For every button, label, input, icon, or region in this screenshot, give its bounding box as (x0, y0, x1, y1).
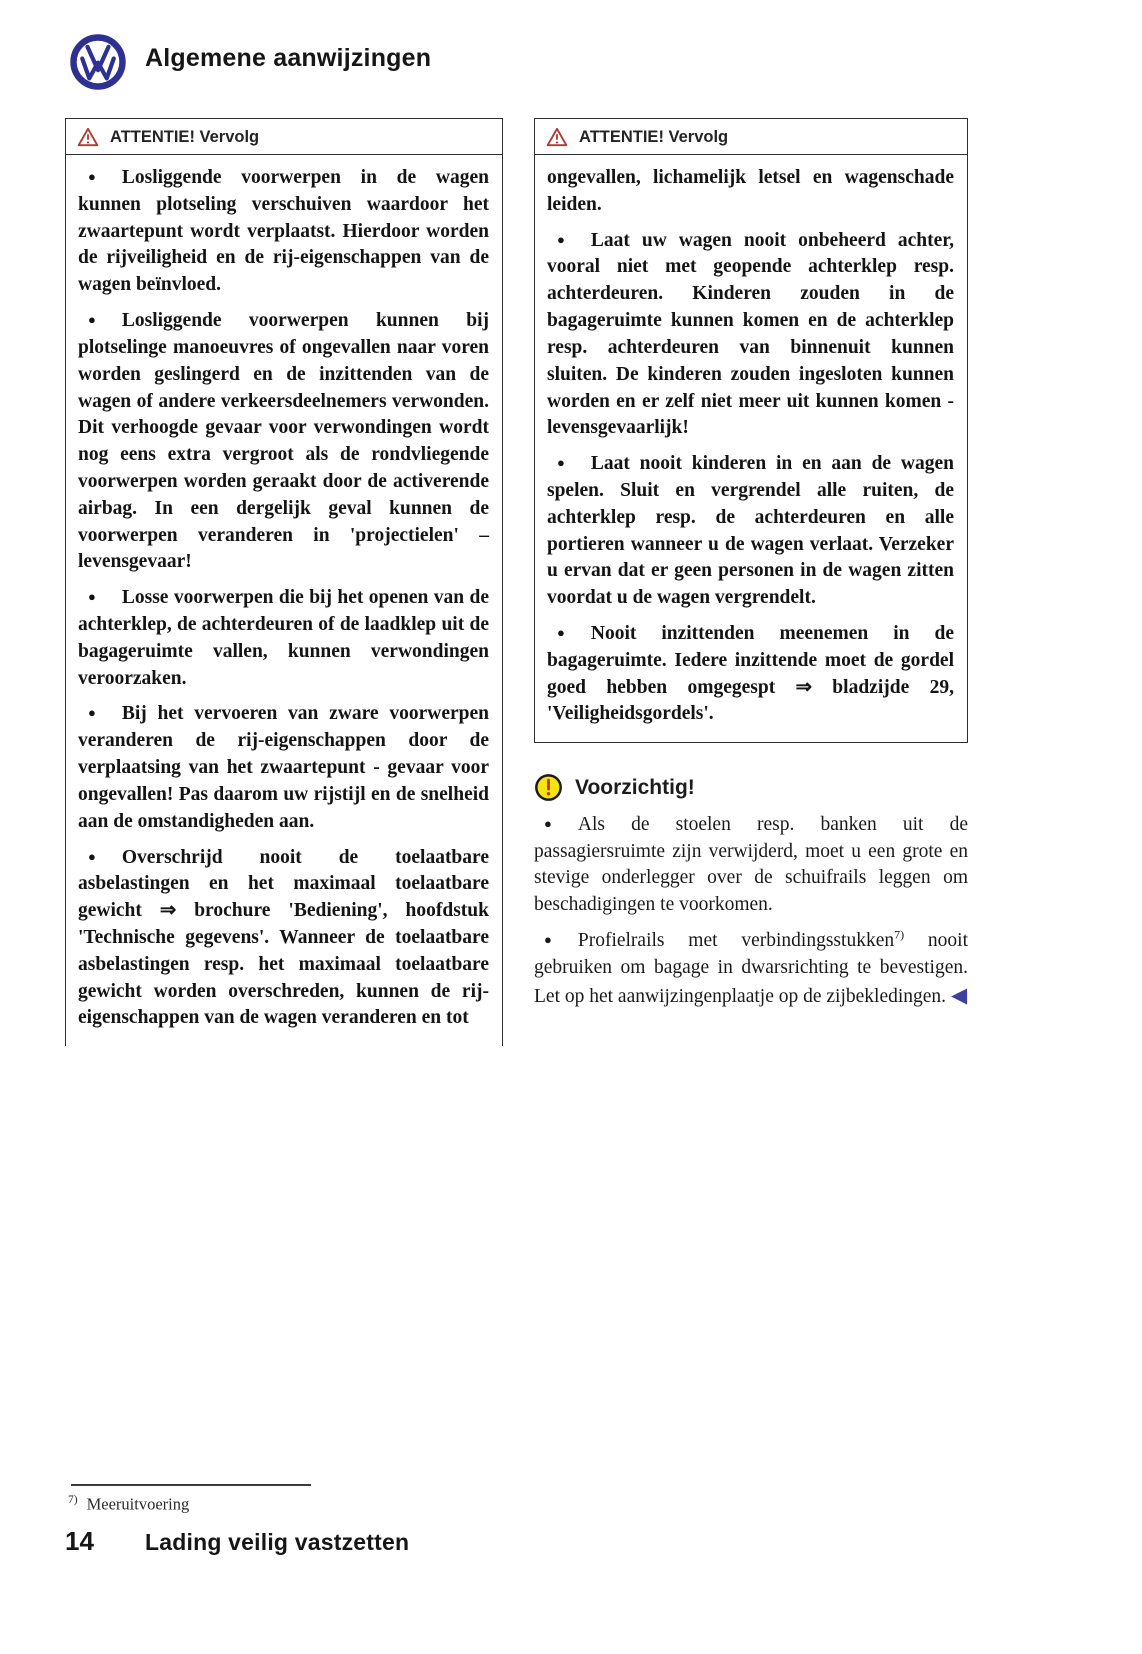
page-header (70, 34, 126, 90)
right-column (534, 118, 968, 1011)
attention-bullet: ● Nooit inzittenden meenemen in de bagageruimte. Iedere inzittende moet de gordel goed hebben omgegespt ⇒ bladzijde 29, 'Veiligheidsgordels'. (547, 623, 954, 725)
attention-box-right-title: ATTENTIE! Vervolg (579, 127, 729, 146)
attention-bullet: ● Laat nooit kinderen in en aan de wagen spelen. Sluit en vergrendel alle ruiten, de achterklep resp. de achterdeuren en alle portieren wanneer u de wagen verlaat. Verzeker u ervan dat er geen personen in de wagen zitten voordat u de wagen vergrendelt. (547, 453, 954, 609)
page-title: Algemene aanwijzingen (145, 44, 432, 72)
attention-box-left-header (66, 119, 502, 155)
attention-continuation-text: ongevallen, lichamelijk letsel en wagenschade leiden. (547, 167, 954, 215)
footnote-text: Meeruitvoering (86, 1494, 190, 1514)
section-end-marker-icon: ◀ (950, 983, 968, 1008)
bullet-dot-icon: ● (557, 455, 565, 471)
footnote (68, 1494, 189, 1515)
caution-title: Voorzichtig! (575, 775, 695, 799)
attention-box-left-title: ATTENTIE! Vervolg (110, 127, 260, 146)
attention-bullet: ● Losliggende voorwerpen in de wagen kunnen plotseling verschuiven waardoor het zwaartepunt wordt verplaatst. Hierdoor worden de rijveiligheid en de rij-eigenschappen van de wagen beïnvloed. (78, 167, 489, 296)
caution-bullet: ● Profielrails met verbindingsstukken$^{7)}$ nooit gebruiken om bagage in dwarsrichting te bevestigen. Let op het aanwijzingenplaatje op de zijbekledingen. ◀ (534, 927, 969, 1008)
warning-triangle-icon (77, 127, 99, 147)
page-number: 14 (65, 1526, 94, 1556)
footnote-divider (71, 1484, 311, 1486)
attention-box-right (534, 118, 968, 743)
warning-triangle-icon (546, 127, 568, 147)
attention-box-right-header (535, 119, 967, 155)
footnote-marker: 7) (68, 1494, 78, 1506)
caution-body (534, 812, 968, 1011)
attention-box-right-body (535, 155, 967, 742)
bullet-dot-icon: ● (557, 231, 565, 247)
bullet-dot-icon: ● (544, 932, 552, 948)
bullet-dot-icon: ● (88, 848, 96, 864)
footnote-reference: 7) (894, 927, 905, 942)
attention-box-left-body (66, 155, 502, 1046)
bullet-dot-icon: ● (88, 312, 96, 328)
attention-bullet: ● Bij het vervoeren van zware voorwerpen veranderen de rij-eigenschappen door de verplaatsing van het zwaartepunt - gevaar voor ongevallen! Pas daarom uw rijstijl en de snelheid aan de omstandigheden aan. (78, 703, 489, 832)
attention-box-left (65, 118, 503, 1046)
caution-header (534, 773, 968, 802)
page-footer (65, 1526, 409, 1557)
bullet-dot-icon: ● (544, 816, 552, 832)
caution-bullet: ● Als de stoelen resp. banken uit de passagiersruimte zijn verwijderd, moet u een grote en stevige onderlegger over de schuifrails leggen om beschadigingen te voorkomen. (534, 814, 968, 915)
attention-bullet: ● Laat uw wagen nooit onbeheerd achter, vooral niet met geopende achterklep resp. achterdeuren. Kinderen zouden in de bagageruimte kunnen komen en de achterklep resp. achterdeuren van binnenuit kunnen sluiten. De kinderen zouden ingesloten kunnen worden en er zelf niet meer uit kunnen komen - levensgevaarlijk! (547, 229, 954, 439)
attention-bullet: ● Overschrijd nooit de toelaatbare asbelastingen en het maximaal toelaatbare gewicht ⇒ brochure 'Bediening', hoofdstuk 'Technische gegevens'. Wanneer de toelaatbare asbelastingen resp. het maximaal toelaatbare gewicht worden overschreden, kunnen de rij-eigenschappen van de wagen veranderen en tot (78, 846, 489, 1029)
caution-exclamation-icon (534, 773, 563, 802)
vw-logo-icon (70, 34, 126, 90)
caution-section (534, 773, 968, 1011)
bullet-dot-icon: ● (88, 589, 96, 605)
bullet-dot-icon: ● (88, 705, 96, 721)
bullet-dot-icon: ● (88, 169, 96, 184)
bullet-dot-icon: ● (557, 625, 565, 640)
attention-bullet: ● Losliggende voorwerpen kunnen bij plotselinge manoeuvres of ongevallen naar voren worden geslingerd en de inzittenden van de wagen of andere verkeersdeelnemers verwonden. Dit verhoogde gevaar voor verwondingen wordt nog eens extra vergroot als de rondvliegende voorwerpen worden geraakt door de activerende airbag. In een dergelijk geval kunnen de voorwerpen veranderen in 'projectielen' – levensgevaar! (78, 310, 489, 573)
attention-bullet: ● Losse voorwerpen die bij het openen van de achterklep, de achterdeuren of de laadklep uit de bagageruimte vallen, kunnen verwondingen veroorzaken. (78, 587, 489, 689)
footer-section-title: Lading veilig vastzetten (145, 1529, 410, 1555)
